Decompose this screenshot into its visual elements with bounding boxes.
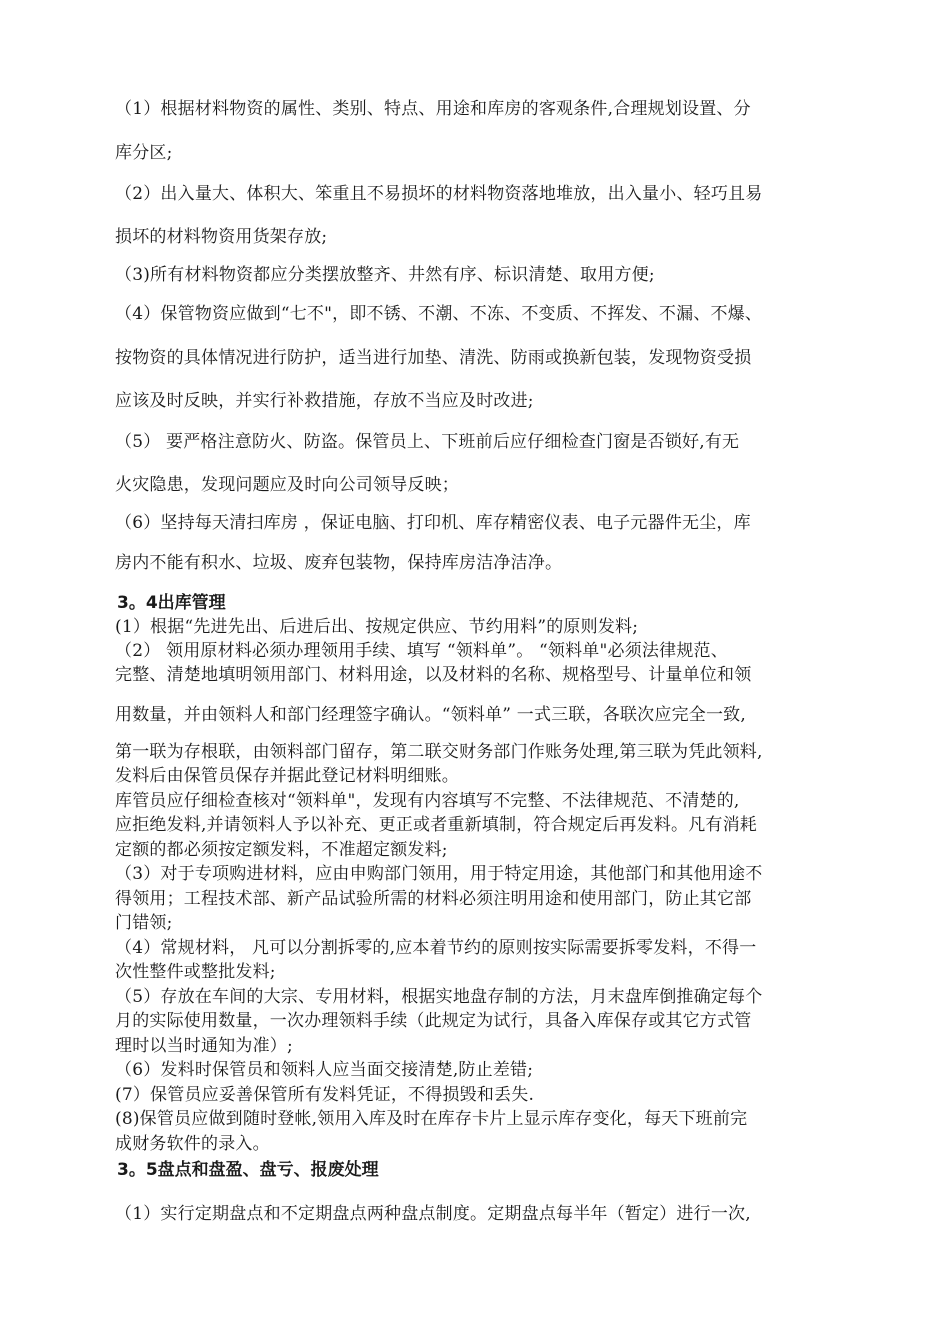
paragraph-line: 用数量，并由领料人和部门经理签字确认。“领料单” 一式三联，各联次应完全一致, xyxy=(115,705,746,725)
paragraph-line: （6）发料时保管员和领料人应当面交接清楚,防止差错; xyxy=(115,1060,534,1080)
paragraph-line: 库管员应仔细检查核对“领料单"，发现有内容填写不完整、不法律规范、不清楚的, xyxy=(115,791,740,811)
paragraph-line: （5） 要严格注意防火、防盗。保管员上、下班前后应仔细检查门窗是否锁好,有无 xyxy=(115,432,740,452)
paragraph-line: 门错领; xyxy=(115,913,173,933)
paragraph-line: 成财务软件的录入。 xyxy=(115,1134,270,1154)
paragraph-line: 完整、清楚地填明领用部门、材料用途，以及材料的名称、规格型号、计量单位和领 xyxy=(115,665,752,685)
paragraph-line: 按物资的具体情况进行防护，适当进行加垫、清洗、防雨或换新包装，发现物资受损 xyxy=(115,348,752,368)
paragraph-line: 定额的都必须按定额发料，不准超定额发料; xyxy=(115,840,448,860)
paragraph-line: 发料后由保管员保存并据此登记材料明细账。 xyxy=(115,766,459,786)
paragraph-line: 应拒绝发料,并请领料人予以补充、更正或者重新填制，符合规定后再发料。凡有消耗 xyxy=(115,815,758,835)
section-heading: 3。5盘点和盘盈、盘亏、报废处理 xyxy=(117,1160,379,1180)
paragraph-line: （1）根据材料物资的属性、类别、特点、用途和库房的客观条件,合理规划设置、分 xyxy=(115,99,751,119)
paragraph-line: （1）实行定期盘点和不定期盘点两种盘点制度。定期盘点每半年（暂定）进行一次, xyxy=(115,1204,751,1224)
paragraph-line: （3)所有材料物资都应分类摆放整齐、井然有序、标识清楚、取用方便; xyxy=(115,265,655,285)
paragraph-line: （6）坚持每天清扫库房 ，保证电脑、打印机、库存精密仪表、电子元器件无尘，库 xyxy=(115,513,751,533)
paragraph-line: （2） 领用原材料必须办理领用手续、填写 “领料单”。 “领料单"必须法律规范、 xyxy=(115,641,728,661)
paragraph-line: 库分区; xyxy=(115,143,173,163)
paragraph-line: 月的实际使用数量，一次办理领料手续（此规定为试行，具备入库保存或其它方式管 xyxy=(115,1011,752,1031)
paragraph-line: 理时以当时通知为准）; xyxy=(115,1036,293,1056)
paragraph-line: 应该及时反映，并实行补救措施，存放不当应及时改进; xyxy=(115,391,534,411)
paragraph-line: 火灾隐患，发现问题应及时向公司领导反映； xyxy=(115,475,459,495)
paragraph-line: （4）常规材料， 凡可以分割拆零的,应本着节约的原则按实际需要拆零发料，不得一 xyxy=(115,938,757,958)
paragraph-line: 得领用；工程技术部、新产品试验所需的材料必须注明用途和使用部门，防止其它部 xyxy=(115,889,752,909)
paragraph-line: （2）出入量大、体积大、笨重且不易损坏的材料物资落地堆放，出入量小、轻巧且易 xyxy=(115,184,763,204)
paragraph-line: 房内不能有积水、垃圾、废弃包装物，保持库房洁净洁净。 xyxy=(115,553,563,573)
paragraph-line: （3）对于专项购进材料，应由申购部门领用，用于特定用途，其他部门和其他用途不 xyxy=(115,864,763,884)
paragraph-line: （5）存放在车间的大宗、专用材料，根据实地盘存制的方法，月末盘库倒推确定每个 xyxy=(115,987,763,1007)
paragraph-line: 次性整件或整批发料; xyxy=(115,962,276,982)
section-heading: 3。4出库管理 xyxy=(117,593,226,613)
paragraph-line: （4）保管物资应做到“七不"，即不锈、不潮、不冻、不变质、不挥发、不漏、不爆、 xyxy=(115,304,763,324)
paragraph-line: 损坏的材料物资用货架存放; xyxy=(115,227,328,247)
paragraph-line: 第一联为存根联，由领料部门留存，第二联交财务部门作账务处理,第三联为凭此领料, xyxy=(115,742,763,762)
paragraph-line: (8)保管员应做到随时登帐,领用入库及时在库存卡片上显示库存变化，每天下班前完 xyxy=(115,1109,748,1129)
paragraph-line: (1）根据“先进先出、后进后出、按规定供应、节约用料”的原则发料; xyxy=(115,617,639,637)
paragraph-line: (7）保管员应妥善保管所有发料凭证，不得损毁和丢失. xyxy=(115,1085,535,1105)
